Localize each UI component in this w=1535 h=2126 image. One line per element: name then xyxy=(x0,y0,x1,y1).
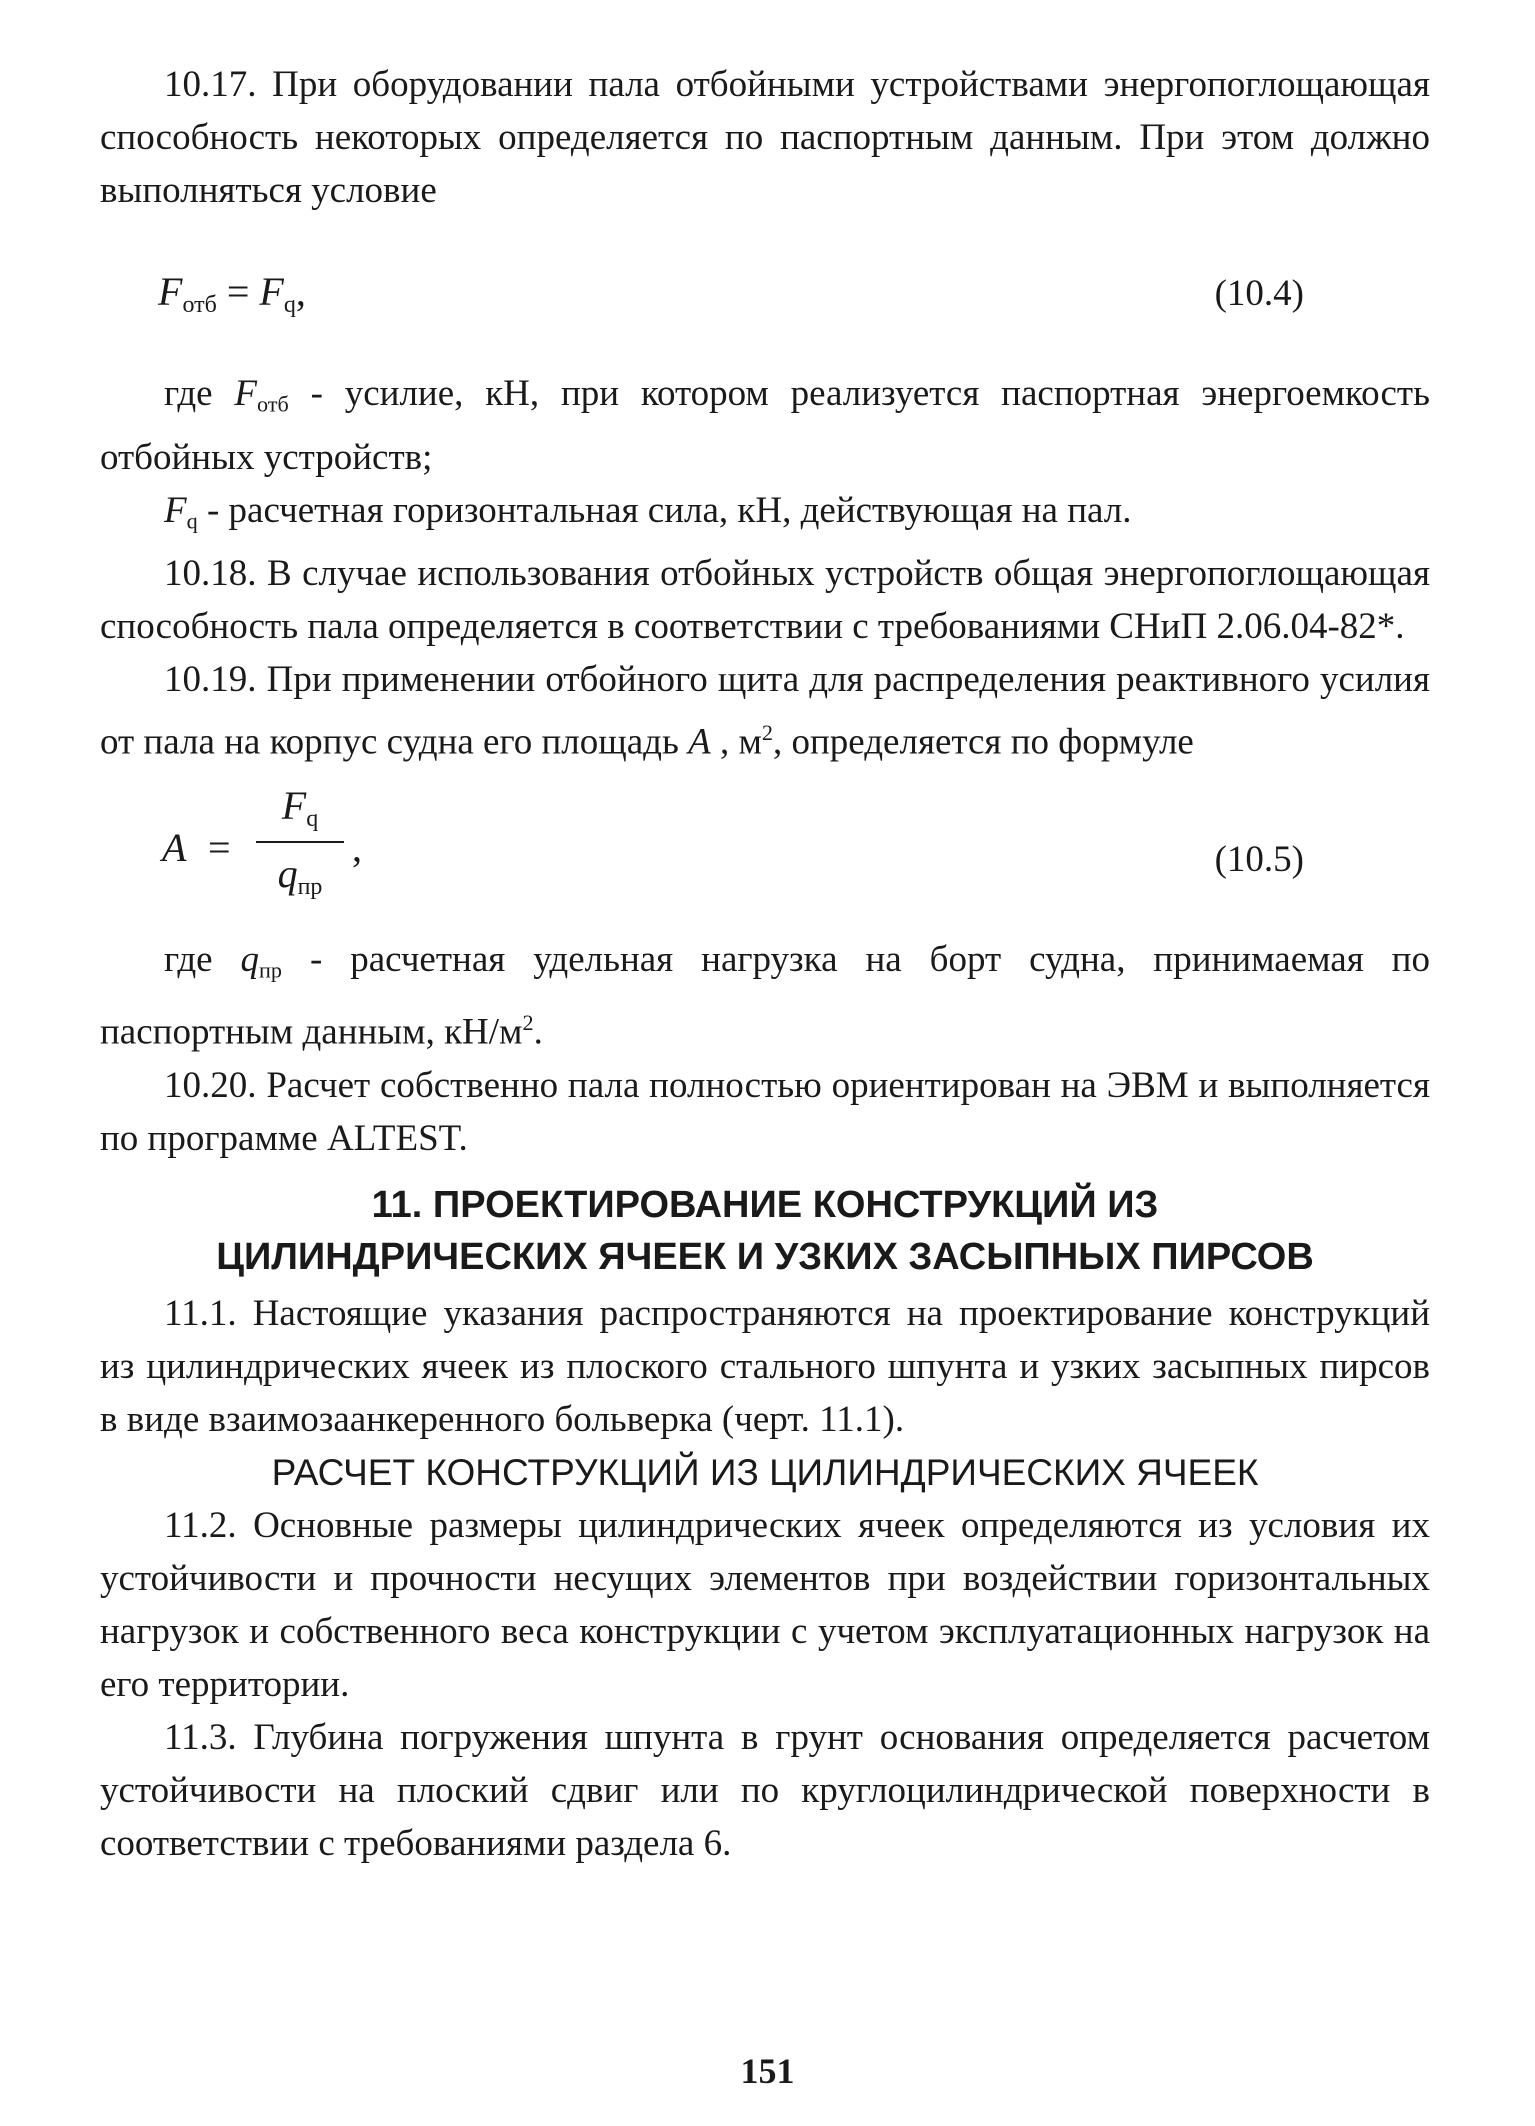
paragraph-11-1: 11.1. Настоящие указания распространяются на проектирование конструкций из цилиндрических ячеек из плоского стального шпунта и узких засыпных пирсов в виде взаимозаанкеренного больверка (черт. 11.1). xyxy=(100,1292,1430,1440)
paragraph-11-2: 11.2. Основные размеры цилиндрических ячеек определяются из условия их устойчивости и прочности несущих элементов при воздействии горизонтальных нагрузок и собственного веса конструкции с учетом эксплуатационных нагрузок на его территории. xyxy=(100,1504,1430,1705)
definition-f-q: $F_q$ - расчетная горизонтальная сила, кН, действующая на пал. xyxy=(164,489,1132,534)
equation-10-4-number: (10.4) xyxy=(1214,273,1304,314)
paragraph-10-20: 10.20. Расчет собственно пала полностью ориентирован на ЭВМ и выполняется по программе ALTEST. xyxy=(100,1064,1430,1159)
equation-10-5-number: (10.5) xyxy=(1214,838,1304,880)
section-11-heading-line-2: ЦИЛИНДРИЧЕСКИХ ЯЧЕЕК И УЗКИХ ЗАСЫПНЫХ ПИРСОВ xyxy=(216,1235,1314,1278)
fraction-denominator: $q_{пр}$ xyxy=(277,850,323,900)
equation-10-5-comma: , xyxy=(352,824,362,870)
paragraph-10-18: 10.18. В случае использования отбойных устройств общая энергопоглощающая способность пала определяется в соответствии с требованиями СНиП 2.06.04-82*. xyxy=(100,553,1430,648)
section-11-heading-line-1: 11. ПРОЕКТИРОВАНИЕ КОНСТРУКЦИЙ ИЗ xyxy=(371,1183,1159,1226)
definition-q-pr: где $q_{пр}$ - расчетная удельная нагрузка на борт судна, принимаемая по паспортным данным, $кН/м^2$. xyxy=(100,938,1430,1053)
paragraph-10-19: 10.19. При применении отбойного щита для распределения реактивного усилия от пала на корпус судна его площадь A , $м^2$, определяется по формуле xyxy=(100,659,1430,763)
fraction-numerator: $F_q$ xyxy=(281,782,319,832)
equation-10-4-expression: $F_{отб} = F_q$, xyxy=(158,269,306,319)
definition-f-otb: где $F_{отб}$ - усилие, кН, при котором реализуется паспортная энергоемкость отбойных устройств; xyxy=(100,373,1430,478)
subsection-heading: РАСЧЕТ КОНСТРУКЦИЙ ИЗ ЦИЛИНДРИЧЕСКИХ ЯЧЕЕК xyxy=(271,1451,1259,1493)
equation-10-5-lhs: A xyxy=(162,824,187,870)
paragraph-10-17: 10.17. При оборудовании пала отбойными устройствами энергопоглощающая способность некоторых определяется по паспортным данным. При этом должно выполняться условие xyxy=(100,64,1430,211)
equation-10-5 xyxy=(100,775,1430,925)
equation-10-4 xyxy=(100,255,1430,325)
equation-10-5-fraction xyxy=(250,775,350,905)
section-11-heading xyxy=(100,1179,1430,1283)
equation-10-5-equals: = xyxy=(208,824,231,870)
page-body xyxy=(100,58,1430,1870)
paragraph-11-3: 11.3. Глубина погружения шпунта в грунт основания определяется расчетом устойчивости на плоский сдвиг или по круглоцилиндрической поверхности в соответствии с требованиями раздела 6. xyxy=(100,1716,1430,1864)
page-number: 151 xyxy=(740,2051,795,2091)
